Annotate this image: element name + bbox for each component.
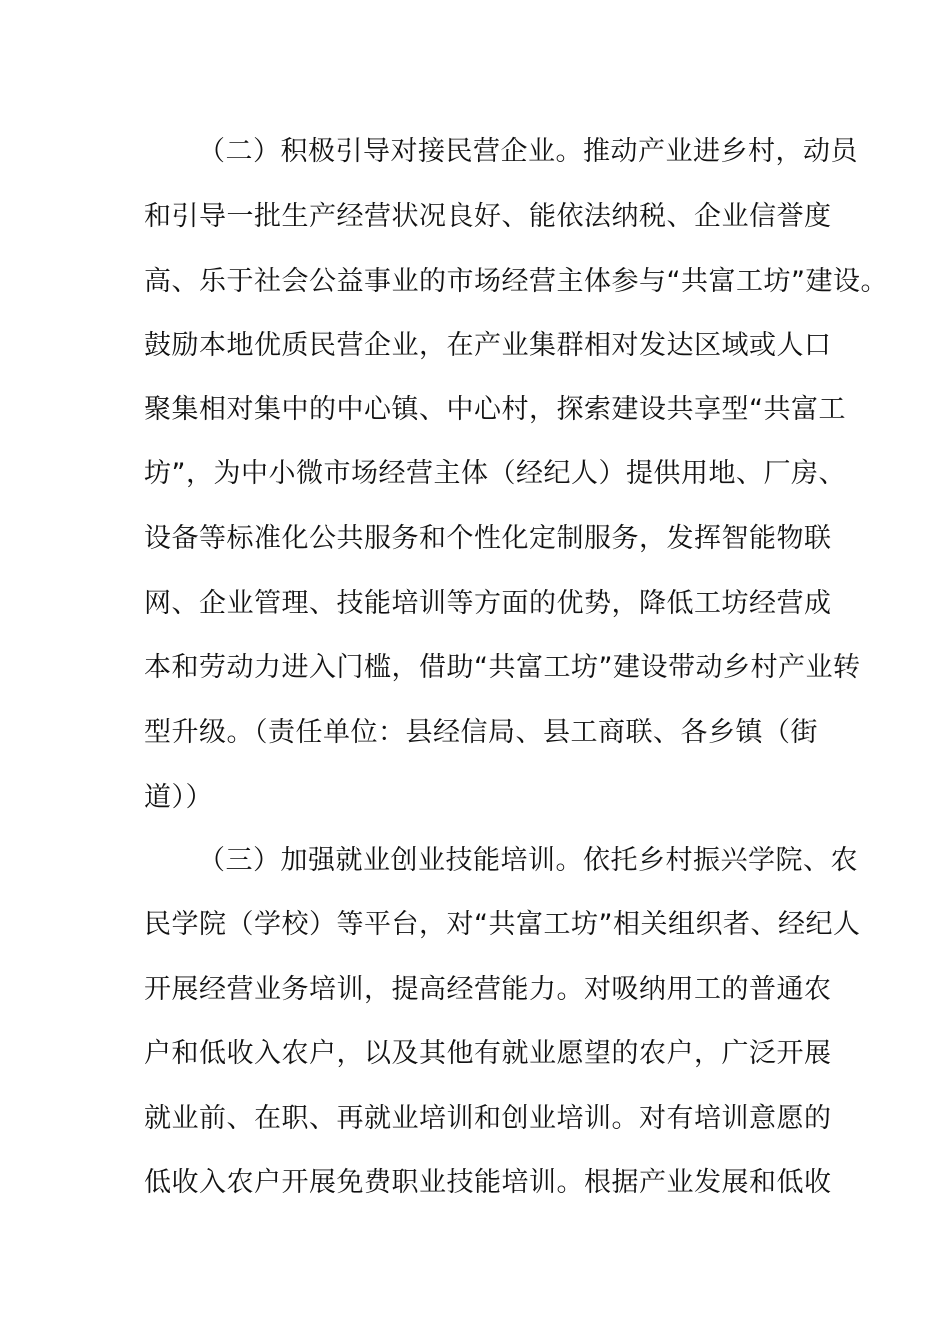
paragraph-2-line-10: 型升级。（责任单位：县经信局、县工商联、各乡镇（街 [144,717,818,748]
paragraph-2-line-11: 道）） [144,782,213,813]
paragraph-3-line-6: 低收入农户开展免费职业技能培训。根据产业发展和低收 [144,1167,832,1198]
paragraph-2-line-6: 坊”，为中小微市场经营主体（经纪人）提供用地、厂房、 [144,458,846,489]
paragraph-3-line-4: 户和低收入农户，以及其他有就业愿望的农户，广泛开展 [144,1038,832,1069]
paragraph-2-line-3: 高、乐于社会公益事业的市场经营主体参与“共富工坊”建设。 [144,266,888,297]
paragraph-3-line-5: 就业前、在职、再就业培训和创业培训。对有培训意愿的 [144,1103,832,1134]
paragraph-3-line-3: 开展经营业务培训，提高经营能力。对吸纳用工的普通农 [144,974,832,1005]
paragraph-2-line-7: 设备等标准化公共服务和个性化定制服务，发挥智能物联 [144,523,832,554]
paragraph-2-line-5: 聚集相对集中的中心镇、中心村，探索建设共享型“共富工 [144,394,846,425]
paragraph-3-line-2: 民学院（学校）等平台，对“共富工坊”相关组织者、经纪人 [144,909,861,940]
paragraph-2-line-1: （二）积极引导对接民营企业。推动产业进乡村，动员 [198,136,858,167]
paragraph-2-line-8: 网、企业管理、技能培训等方面的优势，降低工坊经营成 [144,588,832,619]
paragraph-3-line-1: （三）加强就业创业技能培训。依托乡村振兴学院、农 [198,845,858,876]
paragraph-2-line-9: 本和劳动力进入门槛，借助“共富工坊”建设带动乡村产业转 [144,652,861,683]
paragraph-2-line-4: 鼓励本地优质民营企业，在产业集群相对发达区域或人口 [144,330,832,361]
paragraph-2-line-2: 和引导一批生产经营状况良好、能依法纳税、企业信誉度 [144,201,832,232]
